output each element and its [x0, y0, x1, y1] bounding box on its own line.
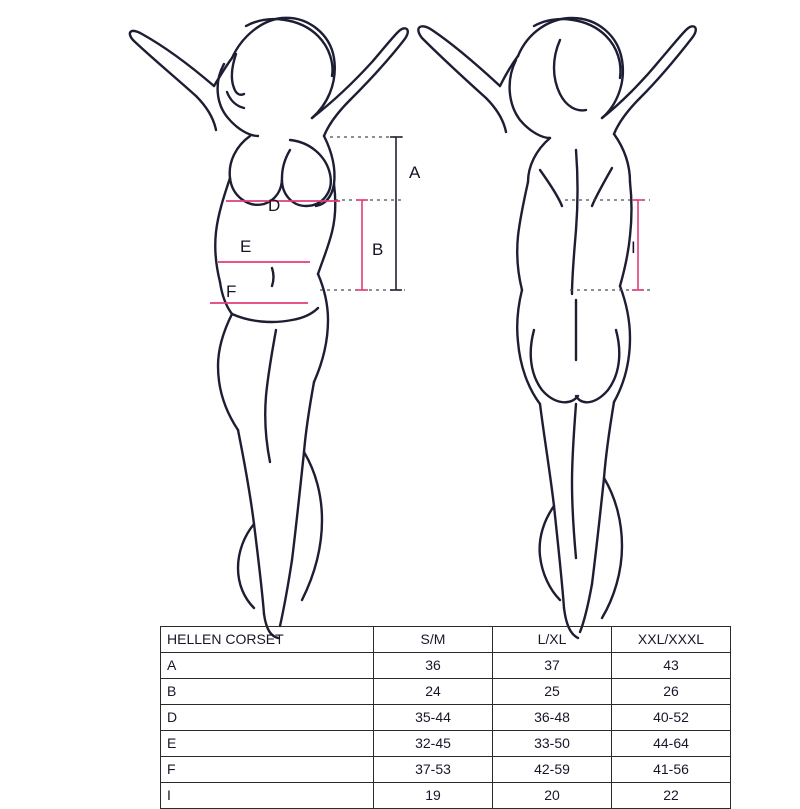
row-label-b: B	[161, 679, 374, 705]
cell-b-xxl: 26	[612, 679, 731, 705]
measurement-guides	[210, 137, 650, 303]
row-label-d: D	[161, 705, 374, 731]
row-label-e: E	[161, 731, 374, 757]
cell-a-lxl: 37	[493, 653, 612, 679]
cell-i-lxl: 20	[493, 783, 612, 809]
size-header-sm: S/M	[374, 627, 493, 653]
size-header-xxl: XXL/XXXL	[612, 627, 731, 653]
table-row	[161, 653, 731, 679]
cell-f-lxl: 42-59	[493, 757, 612, 783]
cell-i-sm: 19	[374, 783, 493, 809]
cell-f-xxl: 41-56	[612, 757, 731, 783]
size-chart-table-wrapper	[160, 626, 705, 809]
measure-label-d: D	[268, 196, 281, 215]
cell-a-xxl: 43	[612, 653, 731, 679]
size-chart-table	[160, 626, 731, 809]
cell-d-lxl: 36-48	[493, 705, 612, 731]
table-row	[161, 757, 731, 783]
row-label-i: I	[161, 783, 374, 809]
cell-i-xxl: 22	[612, 783, 731, 809]
front-body-figure	[130, 18, 408, 638]
table-header-row	[161, 627, 731, 653]
product-name-header: HELLEN CORSET	[161, 627, 374, 653]
measure-label-i: I	[631, 238, 636, 257]
measure-label-b: B	[372, 240, 384, 259]
cell-a-sm: 36	[374, 653, 493, 679]
table-row	[161, 783, 731, 809]
size-header-lxl: L/XL	[493, 627, 612, 653]
cell-e-lxl: 33-50	[493, 731, 612, 757]
measure-label-e: E	[240, 237, 252, 256]
table-row	[161, 731, 731, 757]
cell-f-sm: 37-53	[374, 757, 493, 783]
row-label-f: F	[161, 757, 374, 783]
back-body-figure	[418, 18, 695, 638]
table-row	[161, 705, 731, 731]
cell-b-sm: 24	[374, 679, 493, 705]
cell-e-sm: 32-45	[374, 731, 493, 757]
cell-b-lxl: 25	[493, 679, 612, 705]
cell-e-xxl: 44-64	[612, 731, 731, 757]
measure-label-a: A	[409, 163, 421, 182]
cell-d-sm: 35-44	[374, 705, 493, 731]
table-row	[161, 679, 731, 705]
cell-d-xxl: 40-52	[612, 705, 731, 731]
row-label-a: A	[161, 653, 374, 679]
measure-label-f: F	[226, 282, 237, 301]
